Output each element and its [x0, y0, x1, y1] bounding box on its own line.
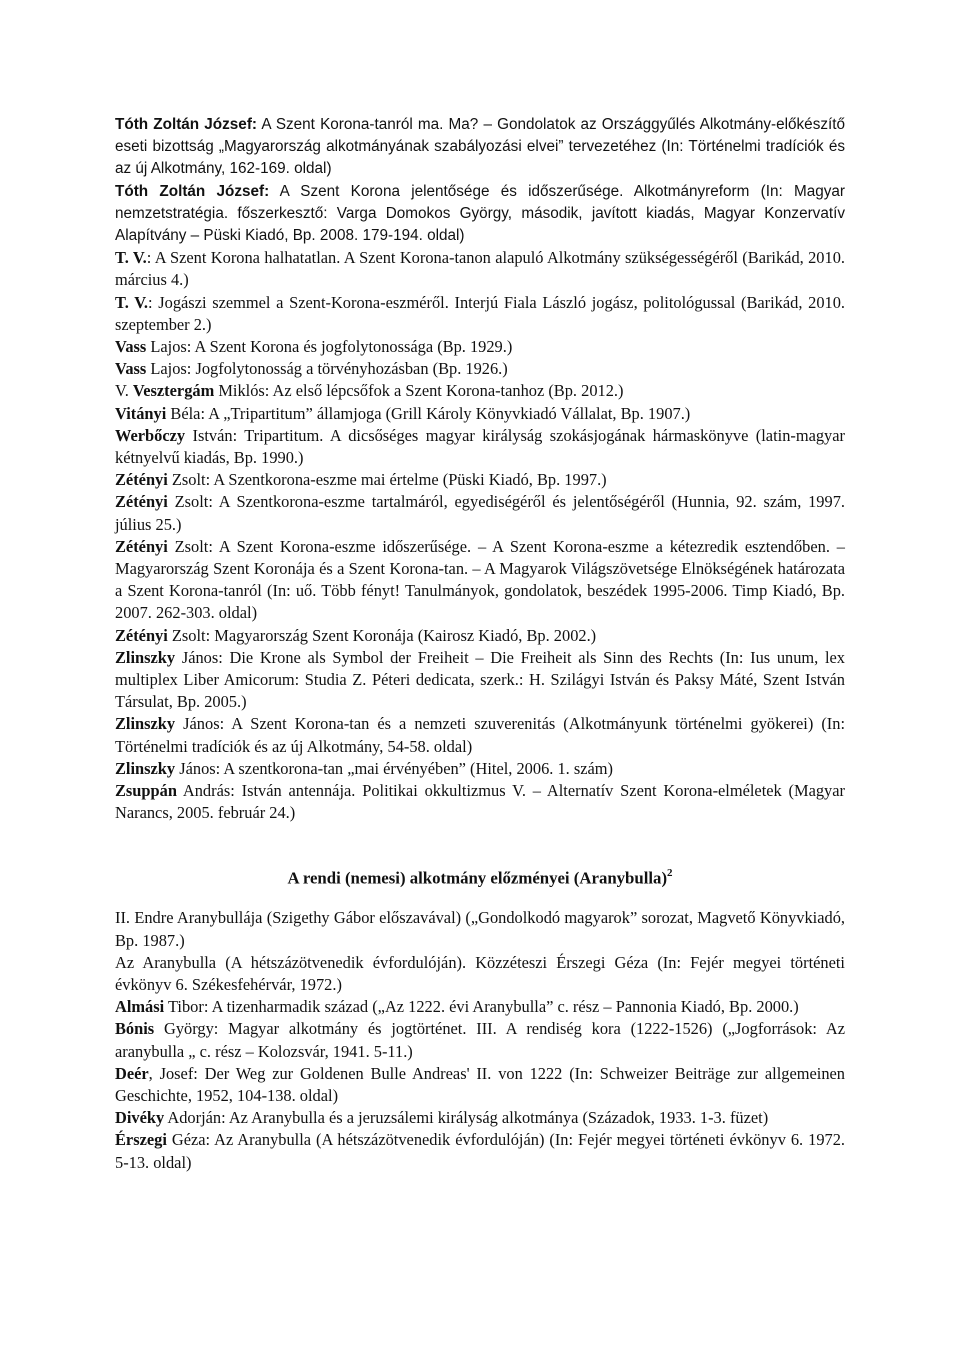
bibliography-entry	[115, 996, 845, 1018]
entry-text: János: A Szent Korona-tan és a nemzeti szuverenitás (Alkotmányunk történelmi gyökerei) (In: Történelmi tradíciók és az új Alkotmány, 54-58. oldal)	[115, 714, 845, 756]
bibliography-entry	[115, 536, 845, 625]
bibliography-entry	[115, 625, 845, 647]
entry-text: A Szent Korona-tanról ma. Ma? – Gondolatok az Országgyűlés Alkotmány-előkészítő eseti bizottság „Magyarország alkotmányának szabályozási elvei” tervezetéhez (In: Történelmi tradíciók és az új Alkotmány, 162-169. oldal)	[115, 116, 845, 178]
author-name: Tóth Zoltán József:	[115, 116, 258, 133]
author-name: Érszegi	[115, 1130, 167, 1150]
entry-text: Béla: A „Tripartitum” államjoga (Grill Károly Könyvkiadó Vállalat, Bp. 1907.)	[166, 403, 691, 423]
entry-text: , Josef: Der Weg zur Goldenen Bulle Andreas' II. von 1222 (In: Schweizer Beiträge zur allgemeinen Geschichte, 1952, 104-138. oldal)	[115, 1063, 845, 1105]
document-page	[115, 114, 845, 1174]
bibliography-entry	[115, 181, 845, 248]
entry-text: A Szent Korona jelentősége és időszerűsége. Alkotmányreform (In: Magyar nemzetstratégia. főszerkesztő: Varga Domokos György, második, javított kiadás, Magyar Konzervatív Alapítvány – Püski Kiadó, Bp. 2008. 179-194. oldal)	[115, 182, 845, 245]
entry-text: Zsolt: A Szent Korona-eszme időszerűsége. – A Szent Korona-eszme a kétezredik esztendőben. – Magyarország Szent Koronája és a Szent Korona-tan. – A Magyarok Világszövetsége Elnökségének határozata a Szent Korona-tanról (In: uő. Több fényt! Tanulmányok, gondolatok, beszédek 1995-2006. Timp Kiadó, Bp. 2007. 262-303. oldal)	[115, 536, 845, 623]
bibliography-entry	[115, 491, 845, 535]
bibliography-entry	[115, 758, 845, 780]
entry-text: Tibor: A tizenharmadik század („Az 1222. évi Aranybulla” c. rész – Pannonia Kiadó, Bp. 2000.)	[164, 997, 799, 1017]
entry-text: Géza: Az Aranybulla (A hétszázötvenedik évfordulóján) (In: Fejér megyei történeti évkönyv 6. 1972. 5-13. oldal)	[115, 1130, 845, 1172]
bibliography-entry	[115, 952, 845, 996]
bibliography-entry	[115, 780, 845, 824]
author-name: Zlinszky	[115, 647, 176, 667]
bibliography-entry	[115, 292, 845, 336]
author-name: T. V.	[115, 248, 147, 268]
bibliography-entry	[115, 247, 845, 291]
bibliography-entry	[115, 907, 845, 951]
entry-text: II. Endre Aranybullája (Szigethy Gábor előszavával) („Gondolkodó magyarok” sorozat, Magvető Könyvkiadó, Bp. 1987.)	[115, 908, 845, 950]
author-name: Tóth Zoltán József:	[115, 182, 270, 200]
author-name: Vass	[115, 337, 147, 357]
entry-text: András: István antennája. Politikai okkultizmus V. – Alternatív Szent Korona-elméletek (Magyar Narancs, 2005. február 24.)	[115, 781, 845, 823]
entry-text: János: A szentkorona-tan „mai érvényében” (Hitel, 2006. 1. szám)	[175, 758, 613, 778]
author-prefix: V.	[115, 381, 133, 401]
entry-text: Az Aranybulla (A hétszázötvenedik évfordulóján). Közzéteszi Érszegi Géza (In: Fejér megyei történeti évkönyv 6. Székesfehérvár, 1972.)	[115, 952, 845, 994]
author-name: Divéky	[115, 1108, 165, 1128]
author-name: Zétényi	[115, 492, 168, 512]
bibliography-entry	[115, 713, 845, 757]
author-name: Zétényi	[115, 625, 168, 645]
bibliography-entry	[115, 114, 845, 181]
footnote-marker[interactable]: 2	[667, 866, 673, 879]
bibliography-entry	[115, 1129, 845, 1173]
entry-text: György: Magyar alkotmány és jogtörténet. III. A rendiség kora (1222-1526) („Jogforrások: Az aranybulla „ c. rész – Kolozsvár, 1941. 5-11.)	[115, 1019, 845, 1061]
bibliography-entry	[115, 1063, 845, 1107]
entry-text: Zsolt: A Szentkorona-eszme mai értelme (Püski Kiadó, Bp. 1997.)	[167, 470, 607, 490]
bibliography-entry	[115, 358, 845, 380]
entry-text: Zsolt: Magyarország Szent Koronája (Kairosz Kiadó, Bp. 2002.)	[167, 625, 597, 645]
author-name: Almási	[115, 997, 165, 1017]
entry-text: Miklós: Az első lépcsőfok a Szent Korona-tanhoz (Bp. 2012.)	[214, 381, 624, 401]
author-name: Zlinszky	[115, 714, 176, 734]
author-name: Zétényi	[115, 470, 168, 490]
bibliography-entry	[115, 1107, 845, 1129]
bibliography-list-szent-korona	[115, 114, 845, 825]
bibliography-entry	[115, 425, 845, 469]
bibliography-list-aranybulla	[115, 907, 845, 1173]
author-name: T. V.	[115, 292, 149, 312]
entry-text: : A Szent Korona halhatatlan. A Szent Korona-tanon alapuló Alkotmány szükségességéről (Barikád, 2010. március 4.)	[115, 248, 845, 290]
section-title-text: A rendi (nemesi) alkotmány előzményei (Aranybulla)	[287, 868, 668, 888]
bibliography-entry	[115, 1018, 845, 1062]
bibliography-entry	[115, 647, 845, 714]
bibliography-entry	[115, 380, 845, 402]
author-name: Zétényi	[115, 536, 168, 556]
entry-text: Adorján: Az Aranybulla és a jeruzsálemi királyság alkotmánya (Századok, 1933. 1-3. füzet)	[164, 1108, 769, 1128]
entry-text: János: Die Krone als Symbol der Freiheit – Die Freiheit als Sinn des Rechts (In: Ius unum, lex multiplex Liber Amicorum: Studia Z. Péteri dedicata, szerk.: H. Szilágyi István és Paksy Máté, Szent István Társulat, Bp. 2005.)	[115, 647, 845, 712]
author-name: Zlinszky	[115, 758, 176, 778]
entry-text: István: Tripartitum. A dicsőséges magyar királyság szokásjogának hármaskönyve (latin-magyar kétnyelvű kiadás, Bp. 1990.)	[115, 425, 845, 468]
bibliography-entry	[115, 336, 845, 358]
section-heading	[115, 863, 845, 890]
author-name: Vesztergám	[132, 381, 215, 401]
entry-text: Lajos: A Szent Korona és jogfolytonossága (Bp. 1929.)	[146, 337, 513, 357]
entry-text: Lajos: Jogfolytonosság a törvényhozásban (Bp. 1926.)	[146, 359, 508, 379]
bibliography-entry	[115, 469, 845, 491]
entry-text: Zsolt: A Szentkorona-eszme tartalmáról, egyediségéről és jelentőségéről (Hunnia, 92. szám, 1997. július 25.)	[115, 492, 845, 534]
entry-text: : Jogászi szemmel a Szent-Korona-eszméről. Interjú Fiala László jogász, politológussal (Barikád, 2010. szeptember 2.)	[115, 292, 846, 334]
bibliography-entry	[115, 403, 845, 425]
author-name: Vass	[115, 359, 147, 379]
author-name: Zsuppán	[115, 781, 177, 801]
author-name: Deér	[115, 1063, 149, 1083]
author-name: Werbőczy	[115, 425, 186, 445]
author-name: Bónis	[115, 1019, 155, 1039]
author-name: Vitányi	[115, 403, 167, 423]
